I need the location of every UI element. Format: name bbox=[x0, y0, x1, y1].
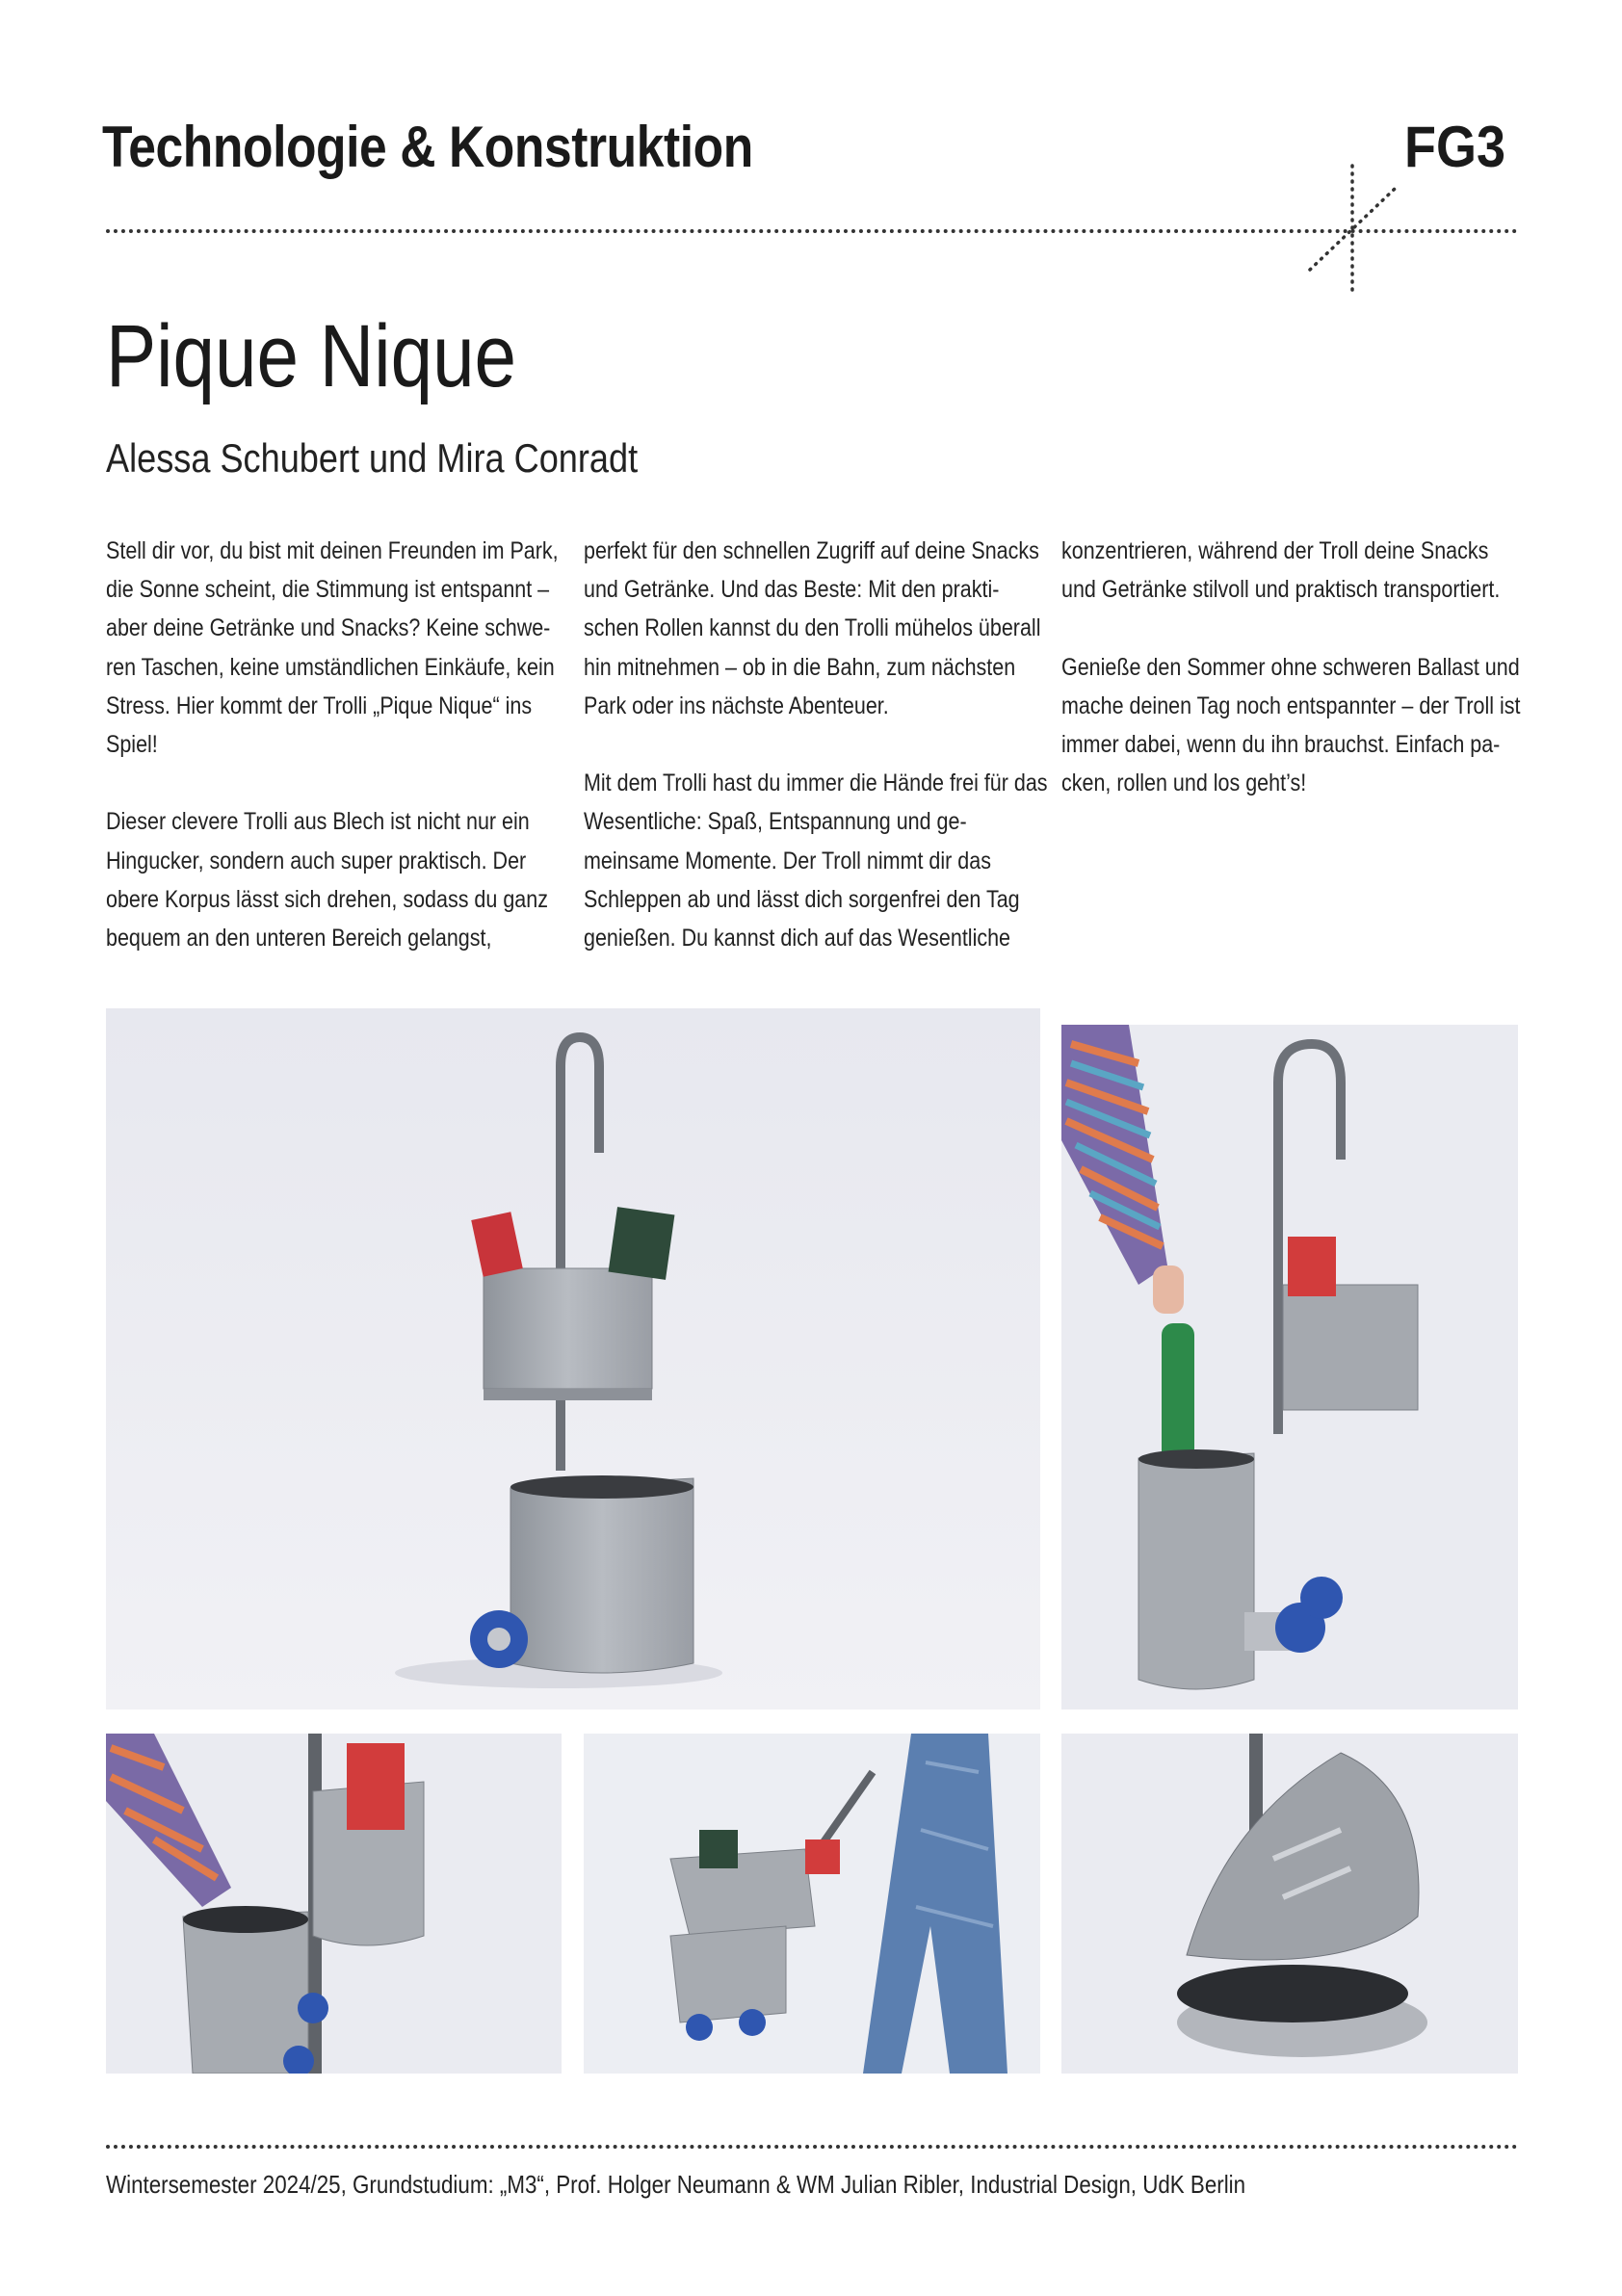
paragraph: Genieße den Sommer ohne schweren Ballast und mache deinen Tag noch entspannter – der Troll ist immer dabei, wenn du ihn brauchst. Einfach pa-cken, rollen und los geht’s! bbox=[1061, 653, 1521, 797]
text-column-2 bbox=[584, 532, 1048, 996]
text-column-3 bbox=[1061, 532, 1526, 842]
text-column-1 bbox=[106, 532, 570, 996]
paragraph: Stell dir vor, du bist mit deinen Freunden im Park, die Sonne scheint, die Stimmung ist entspannt – aber deine Getränke und Snacks? Keine schwe-ren Taschen, keine umständlichen Einkäufe, kein Stress. Hier kommt der Trolli „Pique Nique“ ins Spiel! bbox=[106, 537, 559, 759]
photo-rolling-trolley bbox=[584, 1734, 1040, 2074]
paragraph: Mit dem Trolli hast du immer die Hände frei für das Wesentliche: Spaß, Entspannung und ge-meinsame Momente. Der Troll nimmt dir das Schleppen ab und lässt dich sorgenfrei den Tag genießen. Du kannst dich auf das Wesentliche bbox=[584, 770, 1048, 952]
project-title: Pique Nique bbox=[106, 307, 517, 405]
project-authors: Alessa Schubert und Mira Conradt bbox=[106, 435, 639, 481]
paragraph: perfekt für den schnellen Zugriff auf deine Snacks und Getränke. Und das Beste: Mit den prakti-schen Rollen kannst du den Trolli mühelos überall hin mitnehmen – ob in die Bahn, zum nächsten Park oder ins nächste Abenteuer. bbox=[584, 537, 1041, 719]
header-code: FG3 bbox=[1404, 115, 1506, 179]
crosshair-mark-icon bbox=[1304, 164, 1400, 295]
footer-divider bbox=[106, 2145, 1518, 2149]
photo-trolley-front bbox=[106, 1008, 1040, 1709]
photo-reaching-into-bottom bbox=[106, 1734, 562, 2074]
paragraph: Dieser clevere Trolli aus Blech ist nicht nur ein Hingucker, sondern auch super praktisch. Der obere Korpus lässt sich drehen, sodass du ganz bequem an den unteren Bereich gelangst, bbox=[106, 808, 548, 952]
photo-hand-with-bottle bbox=[1061, 1025, 1518, 1709]
paragraph: konzentrieren, während der Troll deine Snacks und Getränke stilvoll und praktisch transportiert. bbox=[1061, 537, 1501, 604]
header-title: Technologie & Konstruktion bbox=[102, 115, 753, 179]
footer-credits: Wintersemester 2024/25, Grundstudium: „M3“, Prof. Holger Neumann & WM Julian Ribler, Industrial Design, UdK Berlin bbox=[106, 2170, 1246, 2199]
photo-rotated-upper-body bbox=[1061, 1734, 1518, 2074]
